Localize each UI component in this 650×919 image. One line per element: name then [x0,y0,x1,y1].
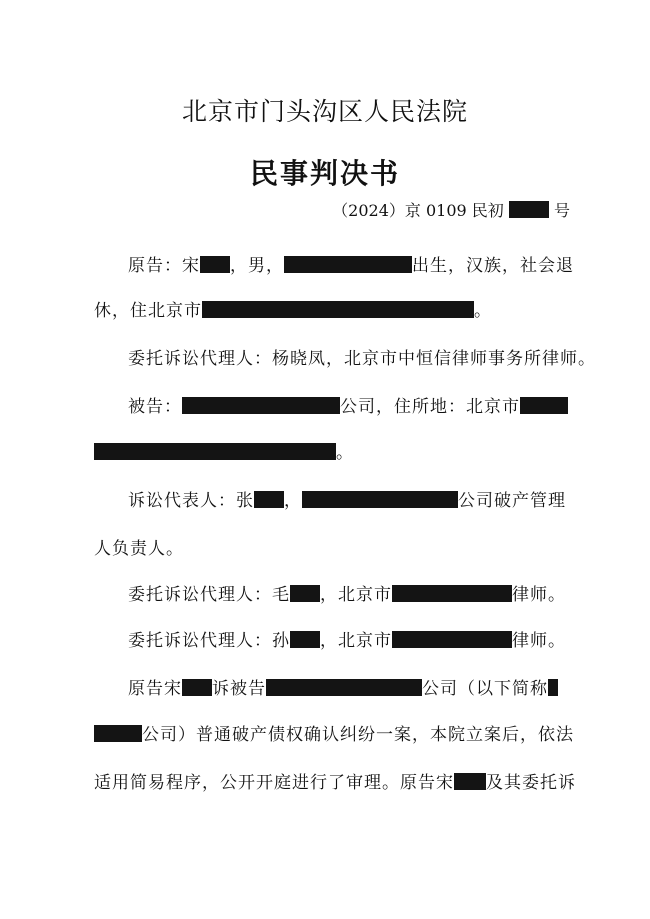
text-segment: 委托诉讼代理人：毛 [128,585,290,605]
redaction-block [454,773,486,790]
redaction-block [202,301,474,318]
court-name: 北京市门头沟区人民法院 [181,97,468,126]
litigation-rep-line-1 [128,490,566,512]
text-segment: 原告：宋 [128,256,200,276]
case-number-suffix: 号 [553,201,570,220]
plaintiff-line-2 [94,300,492,322]
case-number [332,200,570,222]
text-segment: 适用简易程序，公开开庭进行了审理。原告宋 [94,773,454,793]
text-segment: 律师。 [512,631,566,651]
defendant-agent-line-1 [128,584,566,606]
redaction-block [182,397,340,414]
text-segment: 公司（以下简称 [422,679,548,699]
defendant-agent-line-2 [128,630,566,652]
text-segment: 诉被告 [212,679,266,699]
redaction-block [509,201,549,218]
defendant-line-1 [128,396,568,418]
plaintiff-line-1 [128,255,574,277]
text-segment: ， [284,491,302,511]
redaction-block [520,397,568,414]
case-summary-line-1 [128,678,558,700]
redaction-block [548,679,558,696]
text-segment: 诉讼代表人：张 [128,491,254,511]
document-title: 民事判决书 [249,157,400,190]
text-segment: 。 [336,443,354,463]
redaction-block [94,725,142,742]
redaction-block [392,631,512,648]
redaction-block [302,491,458,508]
text-segment: 出生，汉族，社会退 [412,256,574,276]
redaction-block [94,443,336,460]
redaction-block [284,256,412,273]
litigation-rep-line-2: 人负责人。 [94,539,184,559]
case-summary-line-2 [94,724,574,746]
redaction-block [200,256,230,273]
text-segment: 休，住北京市 [94,301,202,321]
redaction-block [290,585,320,602]
text-segment: 原告宋 [128,679,182,699]
text-segment: 公司）普通破产债权确认纠纷一案，本院立案后，依法 [142,725,574,745]
text-segment: 。 [474,301,492,321]
text-segment: 律师。 [512,585,566,605]
redaction-block [182,679,212,696]
defendant-line-2 [94,442,354,464]
text-segment: 委托诉讼代理人：孙 [128,631,290,651]
text-segment: 公司破产管理 [458,491,566,511]
text-segment: ，男， [230,256,284,276]
text-segment: ，北京市 [320,631,392,651]
case-summary-line-3 [94,772,576,794]
text-segment: 及其委托诉 [486,773,576,793]
text-segment: 公司，住所地：北京市 [340,397,520,417]
text-segment: 被告： [128,397,182,417]
redaction-block [266,679,422,696]
redaction-block [290,631,320,648]
redaction-block [392,585,512,602]
redaction-block [254,491,284,508]
plaintiff-agent-line: 委托诉讼代理人：杨晓凤，北京市中恒信律师事务所律师。 [128,349,596,369]
case-number-prefix: （2024）京 0109 民初 [332,201,504,220]
text-segment: ，北京市 [320,585,392,605]
